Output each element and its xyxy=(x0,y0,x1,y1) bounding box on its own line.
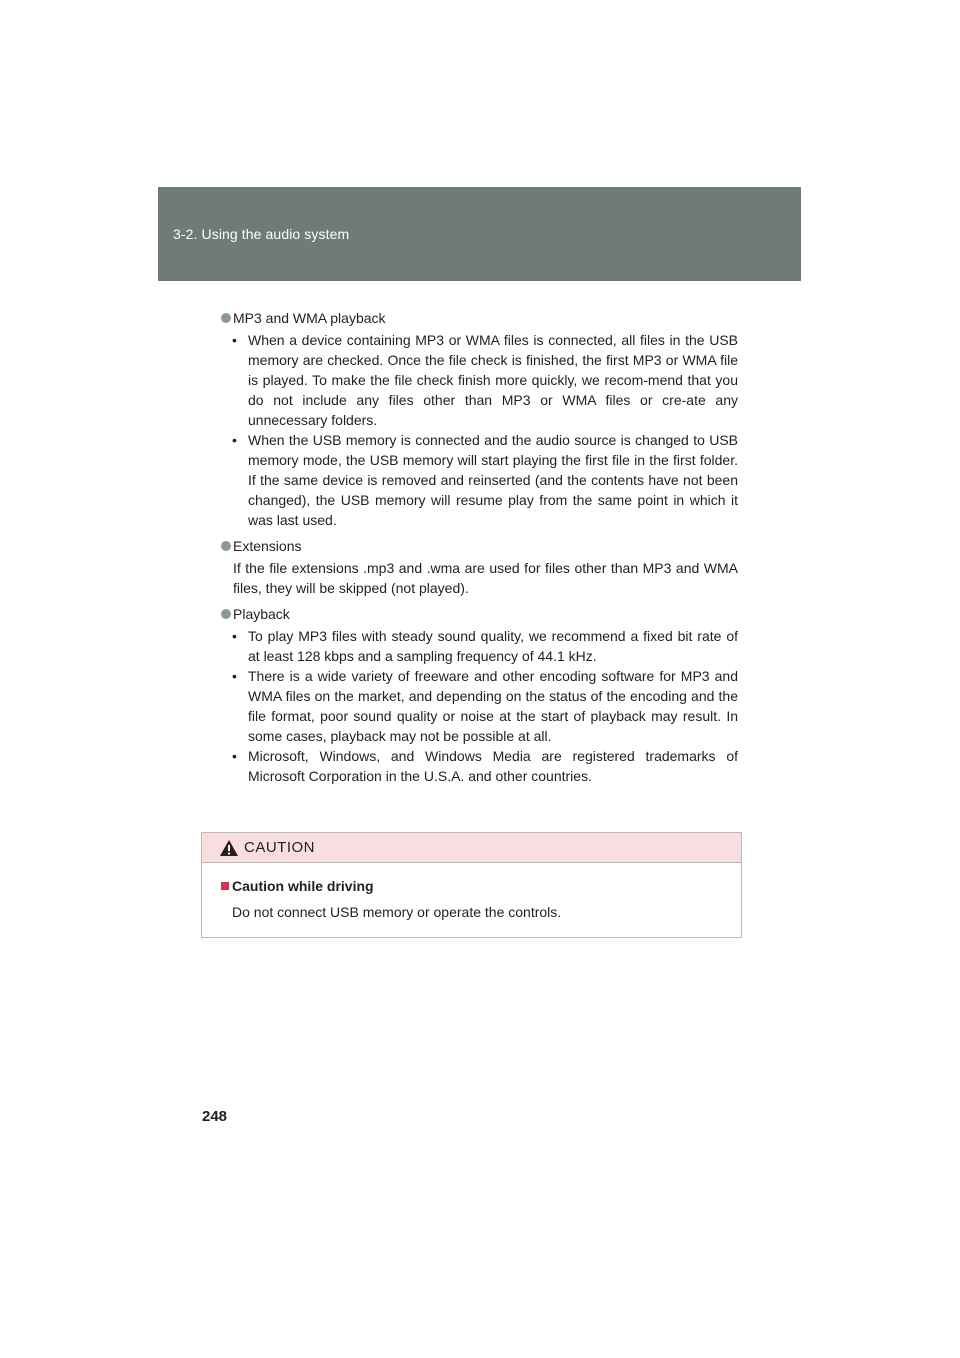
list-item xyxy=(220,626,738,666)
bullet-text: Microsoft, Windows, and Windows Media are registered trademarks of Microsoft Corporation in the U.S.A. and other countries. xyxy=(248,748,738,784)
bullet-text: When the USB memory is connected and the audio source is changed to USB memory mode, the USB memory will start playing the first file in the first folder. If the same device is removed and reinserted (and the contents have not been changed), the USB memory will resume play from the same point in which it was last used. xyxy=(248,432,738,528)
list-item xyxy=(220,746,738,786)
list-item xyxy=(220,430,738,530)
section-heading xyxy=(220,536,738,556)
section-title: 3-2. Using the audio system xyxy=(173,226,350,242)
bullet-mark: • xyxy=(232,332,237,348)
bullet-text: When a device containing MP3 or WMA files is connected, all files in the USB memory are checked. Once the file check is finished, the first MP3 or WMA file is played. To make the file check finish more quickly, we recom-mend that you do not include any files other than MP3 or WMA files or cre-ate any unnecessary folders. xyxy=(248,332,738,428)
heading-text: Playback xyxy=(233,606,290,622)
caution-subheading-text: Caution while driving xyxy=(232,878,374,894)
list-item xyxy=(220,666,738,746)
content-area xyxy=(220,308,738,792)
bullet-text: To play MP3 files with steady sound quality, we recommend a fixed bit rate of at least 128 kbps and a sampling frequency of 44.1 kHz. xyxy=(248,628,738,664)
warning-triangle-icon xyxy=(219,839,239,857)
circle-bullet-icon xyxy=(221,313,231,323)
square-bullet-icon xyxy=(221,882,229,890)
caution-text: Do not connect USB memory or operate the controls. xyxy=(232,904,562,920)
page-number: 248 xyxy=(202,1108,228,1125)
heading-text: MP3 and WMA playback xyxy=(233,310,386,326)
caution-title: CAUTION xyxy=(244,839,315,856)
caution-body xyxy=(202,863,741,922)
paragraph: If the file extensions .mp3 and .wma are used for files other than MP3 and WMA files, they will be skipped (not played). xyxy=(233,560,738,596)
bullet-mark: • xyxy=(232,748,237,764)
circle-bullet-icon xyxy=(221,609,231,619)
section-heading xyxy=(220,308,738,328)
section-heading xyxy=(220,604,738,624)
section-playback xyxy=(220,604,738,786)
circle-bullet-icon xyxy=(221,541,231,551)
bullet-mark: • xyxy=(232,432,237,448)
bullet-mark: • xyxy=(232,628,237,644)
list-item xyxy=(220,330,738,430)
caution-subheading xyxy=(221,876,741,896)
heading-text: Extensions xyxy=(233,538,302,554)
section-extensions xyxy=(220,536,738,598)
caution-header xyxy=(202,833,741,863)
caution-box xyxy=(201,832,742,938)
bullet-mark: • xyxy=(232,668,237,684)
section-mp3-wma-playback xyxy=(220,308,738,530)
bullet-list xyxy=(220,626,738,786)
section-header-bar xyxy=(158,187,801,281)
bullet-list xyxy=(220,330,738,530)
bullet-text: There is a wide variety of freeware and other encoding software for MP3 and WMA files on the market, and depending on the status of the encoding and the file format, poor sound quality or noise at the start of playback may result. In some cases, playback may not be possible at all. xyxy=(248,668,738,744)
